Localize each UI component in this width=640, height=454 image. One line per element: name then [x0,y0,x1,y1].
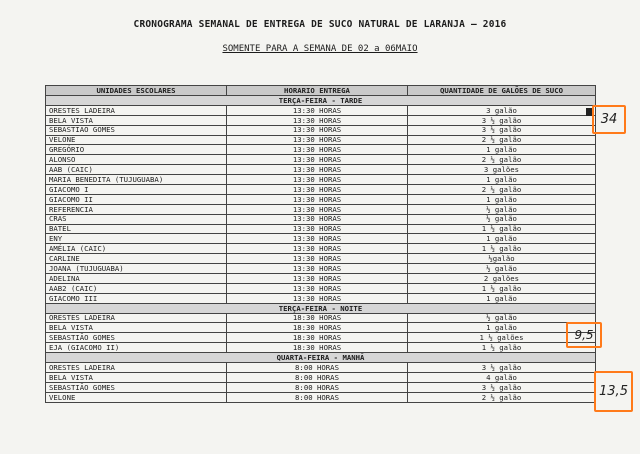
time-cell: 13:30 HORAS [227,175,408,185]
schedule-table [45,85,596,403]
quantity-cell: ½ galão [408,313,596,323]
table-row [46,313,596,323]
unit-cell: BELA VISTA [46,372,227,382]
table-row [46,382,596,392]
time-cell: 13:30 HORAS [227,125,408,135]
time-cell: 13:30 HORAS [227,194,408,204]
table-row [46,323,596,333]
time-cell: 13:30 HORAS [227,145,408,155]
table-row [46,155,596,165]
unit-cell: AAB (CAIC) [46,165,227,175]
time-cell: 13:30 HORAS [227,264,408,274]
section-title: QUARTA-FEIRA - MANHÃ [46,353,596,363]
quantity-cell: 1 ½ galão [408,224,596,234]
time-cell: 13:30 HORAS [227,165,408,175]
time-cell: 13:30 HORAS [227,234,408,244]
table-row [46,185,596,195]
unit-cell: SEBASTIÃO GOMES [46,382,227,392]
unit-cell: GIACOMO II [46,194,227,204]
header-unit: UNIDADES ESCOLARES [46,86,227,96]
unit-cell: JOANA (TUJUGUABA) [46,264,227,274]
time-cell: 18:30 HORAS [227,313,408,323]
quantity-cell: ½ galão [408,214,596,224]
header-time: HORARIO ENTREGA [227,86,408,96]
table-row [46,194,596,204]
unit-cell: BATEL [46,224,227,234]
unit-cell: ORESTES LADEIRA [46,105,227,115]
time-cell: 18:30 HORAS [227,323,408,333]
quantity-cell: 1 ½ galão [408,283,596,293]
unit-cell: CARLINE [46,254,227,264]
document-title: CRONOGRAMA SEMANAL DE ENTREGA DE SUCO NATURAL DE LARANJA – 2016 [133,19,507,30]
time-cell: 13:30 HORAS [227,254,408,264]
section-row [46,303,596,313]
time-cell: 13:30 HORAS [227,274,408,284]
unit-cell: EJA (GIACOMO II) [46,343,227,353]
table-row [46,135,596,145]
unit-cell: ADELINA [46,274,227,284]
unit-cell: BELA VISTA [46,115,227,125]
table-row [46,283,596,293]
time-cell: 13:30 HORAS [227,283,408,293]
table-row [46,125,596,135]
unit-cell: BELA VISTA [46,323,227,333]
table-row [46,264,596,274]
unit-cell: SEBASTIÃO GOMES [46,125,227,135]
time-cell: 13:30 HORAS [227,244,408,254]
unit-cell: SEBASTIÃO GOMES [46,333,227,343]
quantity-cell: 3 ½ galão [408,125,596,135]
unit-cell: ORESTES LADEIRA [46,313,227,323]
quantity-cell: 4 galão [408,372,596,382]
table-row [46,234,596,244]
section-row [46,353,596,363]
quantity-cell: ½ galão [408,204,596,214]
time-cell: 8:00 HORAS [227,382,408,392]
section-title: TERÇA-FEIRA - NOITE [46,303,596,313]
table-row [46,244,596,254]
time-cell: 8:00 HORAS [227,372,408,382]
table-row [46,333,596,343]
quantity-cell: 3 ½ galão [408,382,596,392]
unit-cell: ALONSO [46,155,227,165]
table-row [46,115,596,125]
unit-cell: REFERENCIA [46,204,227,214]
quantity-cell: 3 ½ galão [408,115,596,125]
time-cell: 13:30 HORAS [227,155,408,165]
time-cell: 13:30 HORAS [227,293,408,303]
table-row [46,392,596,402]
time-cell: 13:30 HORAS [227,214,408,224]
time-cell: 13:30 HORAS [227,115,408,125]
quantity-cell: ½galão [408,254,596,264]
table-row [46,224,596,234]
table-row [46,175,596,185]
table-row [46,105,596,115]
quantity-cell: 3 galões [408,165,596,175]
quantity-cell: 2 ½ galão [408,135,596,145]
time-cell: 13:30 HORAS [227,105,408,115]
handwritten-total-1: 34 [592,105,626,134]
unit-cell: GIACOMO III [46,293,227,303]
quantity-cell: 1 galão [408,323,596,333]
unit-cell: ENY [46,234,227,244]
table-row [46,254,596,264]
section-row [46,96,596,106]
unit-cell: VELONE [46,135,227,145]
unit-cell: ORESTES LADEIRA [46,363,227,373]
quantity-cell: 1 galão [408,194,596,204]
quantity-cell: 3 galão [408,105,596,115]
table-row [46,214,596,224]
table-row [46,363,596,373]
quantity-cell: 1 galão [408,234,596,244]
quantity-cell: 1 ½ galão [408,244,596,254]
quantity-cell: 1 galão [408,175,596,185]
quantity-cell: 1 ½ galão [408,343,596,353]
handwritten-total-3: 13,5 [594,371,633,412]
unit-cell: MARIA BENEDITA (TUJUGUABA) [46,175,227,185]
time-cell: 13:30 HORAS [227,135,408,145]
quantity-cell: 2 ½ galão [408,392,596,402]
unit-cell: AAB2 (CAIC) [46,283,227,293]
time-cell: 18:30 HORAS [227,343,408,353]
quantity-cell: 3 ½ galão [408,363,596,373]
time-cell: 18:30 HORAS [227,333,408,343]
time-cell: 8:00 HORAS [227,392,408,402]
time-cell: 8:00 HORAS [227,363,408,373]
quantity-cell: 1 galão [408,145,596,155]
table-row [46,372,596,382]
time-cell: 13:30 HORAS [227,224,408,234]
table-row [46,343,596,353]
document-subtitle: SOMENTE PARA A SEMANA DE 02 a 06MAIO [222,44,418,54]
table-row [46,274,596,284]
handwritten-total-2: 9,5 [566,322,602,348]
quantity-cell: ½ galão [408,264,596,274]
table-row [46,204,596,214]
unit-cell: AMÉLIA (CAIC) [46,244,227,254]
table-header-row [46,86,596,96]
table-row [46,145,596,155]
unit-cell: CRAS [46,214,227,224]
quantity-cell: 2 galões [408,274,596,284]
quantity-cell: 2 ½ galão [408,155,596,165]
time-cell: 13:30 HORAS [227,204,408,214]
quantity-cell: 2 ½ galão [408,185,596,195]
quantity-cell: 1 ½ galões [408,333,596,343]
unit-cell: GREGÓRIO [46,145,227,155]
table-row [46,293,596,303]
unit-cell: GIACOMO I [46,185,227,195]
table-row [46,165,596,175]
time-cell: 13:30 HORAS [227,185,408,195]
quantity-cell: 1 galão [408,293,596,303]
section-title: TERÇA-FEIRA - TARDE [46,96,596,106]
unit-cell: VELONE [46,392,227,402]
header-qty: QUANTIDADE DE GALÕES DE SUCO [408,86,596,96]
